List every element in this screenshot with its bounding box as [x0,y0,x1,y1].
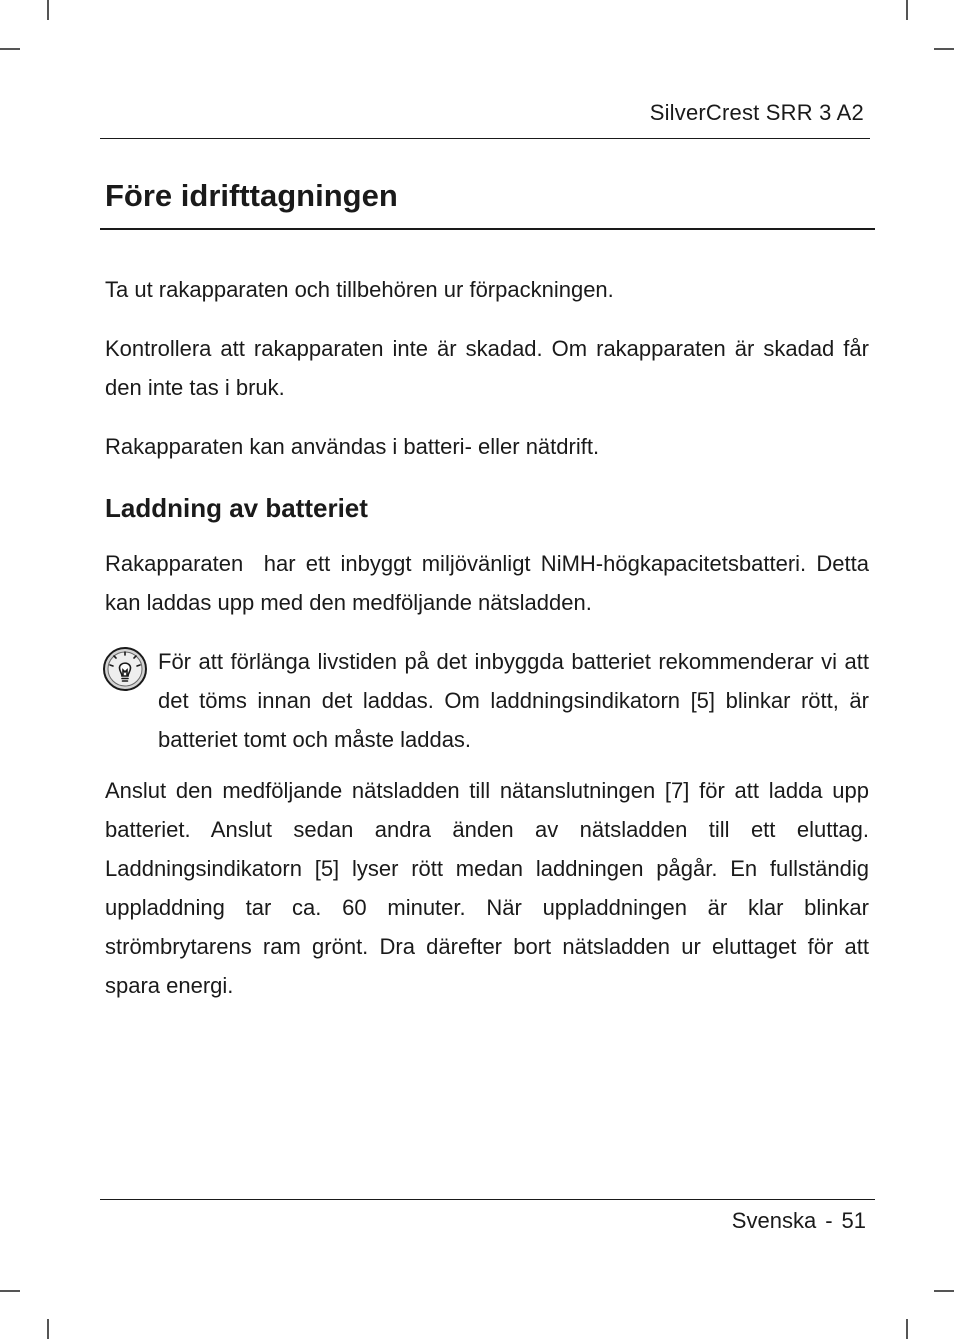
crop-mark [47,1319,49,1339]
page-footer [732,1208,866,1234]
lightbulb-icon [102,646,148,692]
crop-mark [934,48,954,50]
footer-separator: - [825,1208,833,1233]
crop-mark [906,1319,908,1339]
footer-language: Svenska [731,1208,817,1233]
section-paragraph: Anslut den medföljande nätsladden till nätanslutningen [7] för att ladda upp batteriet. Anslut sedan andra änden av nätsladden till ett eluttag. Laddningsindikatorn [5] lyser rött medan laddningen pågår. En fullständig uppladdning tar ca. 60 minuter. När uppladdningen är klar blinkar strömbrytarens ram grönt. Dra därefter bort nätsladden ur eluttaget för att spara energi. [105,778,869,998]
footer-divider [100,1199,875,1200]
crop-mark [47,0,49,20]
tip-note [105,642,869,759]
page-title: Före idrifttagningen [105,178,398,213]
page-number: 51 [841,1208,866,1233]
crop-mark [0,48,20,50]
crop-mark [934,1290,954,1292]
crop-mark [0,1290,20,1292]
running-header: SilverCrest SRR 3 A2 [649,100,864,125]
title-divider [100,228,875,230]
header-divider [100,138,870,139]
intro-paragraph: Rakapparaten kan användas i batteri- eller nätdrift. [105,434,600,459]
crop-mark [906,0,908,20]
section-paragraph: Rakapparaten har ett inbyggt miljövänligt NiMH-högkapacitetsbatteri. Detta kan laddas upp med den medföljande nätsladden. [105,551,876,615]
main-content [105,270,876,1025]
intro-paragraph: Ta ut rakapparaten och tillbehören ur förpackningen. [105,277,614,302]
section-heading: Laddning av batteriet [105,493,368,523]
intro-paragraph: Kontrollera att rakapparaten inte är skadad. Om rakapparaten är skadad får den inte tas i bruk. [105,336,869,400]
tip-text: För att förlänga livstiden på det inbyggda batteriet rekommenderar vi att det töms innan det laddas. Om laddningsindikatorn [5] blinkar rött, är batteriet tomt och måste laddas. [158,649,869,752]
